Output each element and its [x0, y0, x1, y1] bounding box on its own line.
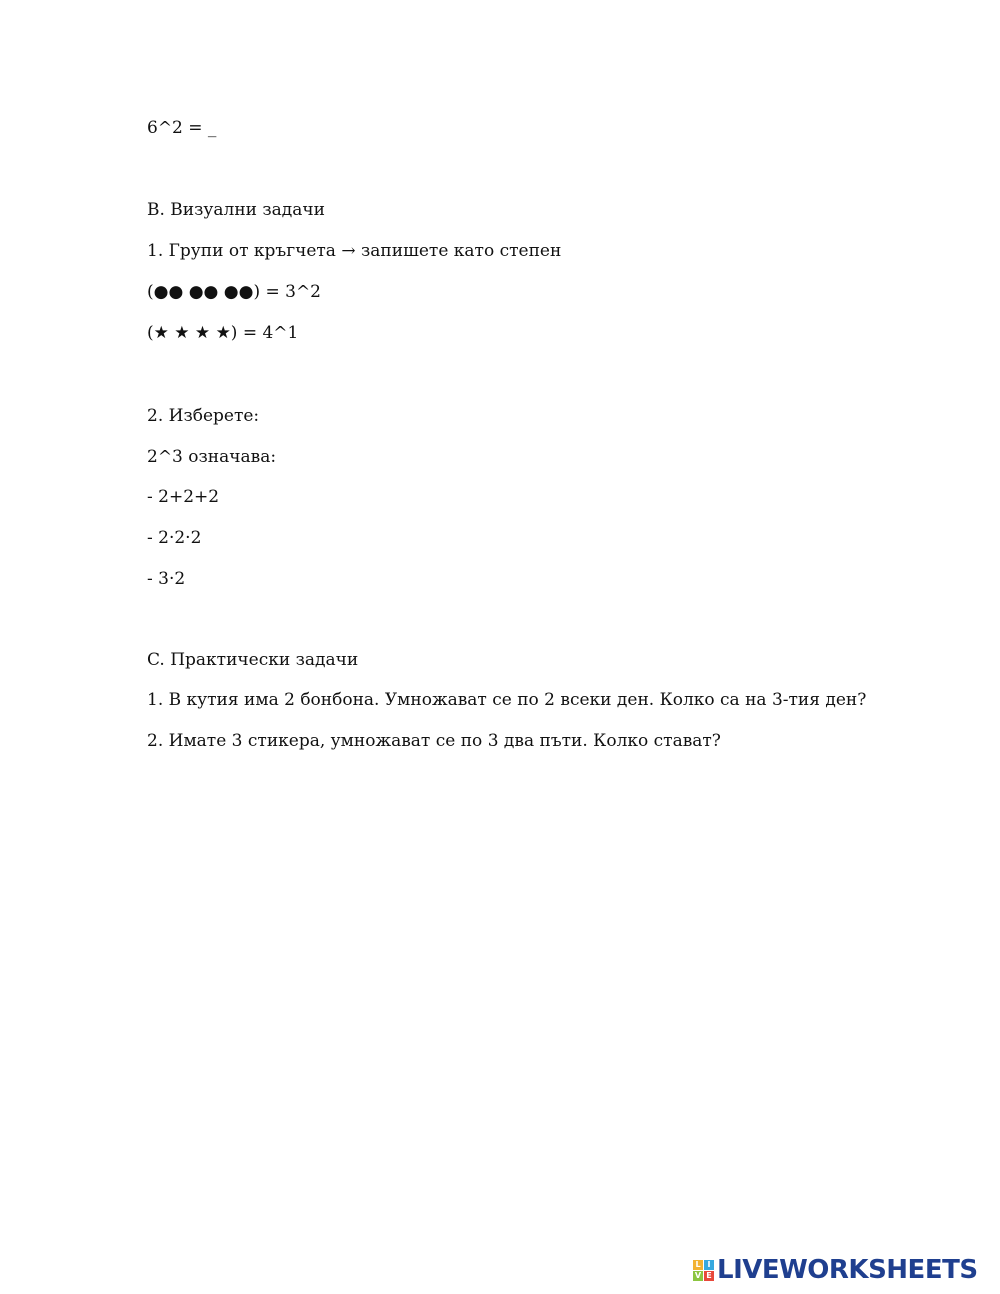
logo-mark-i: I	[704, 1260, 714, 1270]
task-b2-option-c: - 3·2	[147, 569, 186, 589]
task-c1: 1. В кутия има 2 бонбона. Умножават се по 2 всеки ден. Колко са на 3-тия ден?	[147, 690, 867, 710]
task-b2-option-a: - 2+2+2	[147, 487, 220, 507]
task-c2: 2. Имате 3 стикера, умножават се по 3 два пъти. Колко стават?	[147, 731, 721, 751]
section-b-heading: B. Визуални задачи	[147, 200, 325, 220]
section-c-heading: C. Практически задачи	[147, 650, 359, 670]
task-b1-circles: (●● ●● ●●) = 3^2	[147, 282, 322, 302]
task-b2-option-b: - 2·2·2	[147, 528, 202, 548]
exercise-6-squared: 6^2 = _	[147, 118, 217, 138]
logo-mark-e: E	[704, 1271, 714, 1281]
logo-mark-v: V	[694, 1270, 702, 1280]
task-b2-prompt: 2. Изберете:	[147, 406, 260, 426]
liveworksheets-logo-icon	[693, 1260, 714, 1281]
task-b1-prompt: 1. Групи от кръгчета → запишете като степен	[147, 241, 562, 261]
task-b2-question: 2^3 означава:	[147, 447, 277, 467]
liveworksheets-logo	[693, 1256, 978, 1284]
logo-wordmark: LIVEWORKSHEETS	[717, 1255, 978, 1285]
task-b1-stars: (★ ★ ★ ★) = 4^1	[147, 323, 299, 343]
logo-mark-l: L	[693, 1260, 703, 1270]
